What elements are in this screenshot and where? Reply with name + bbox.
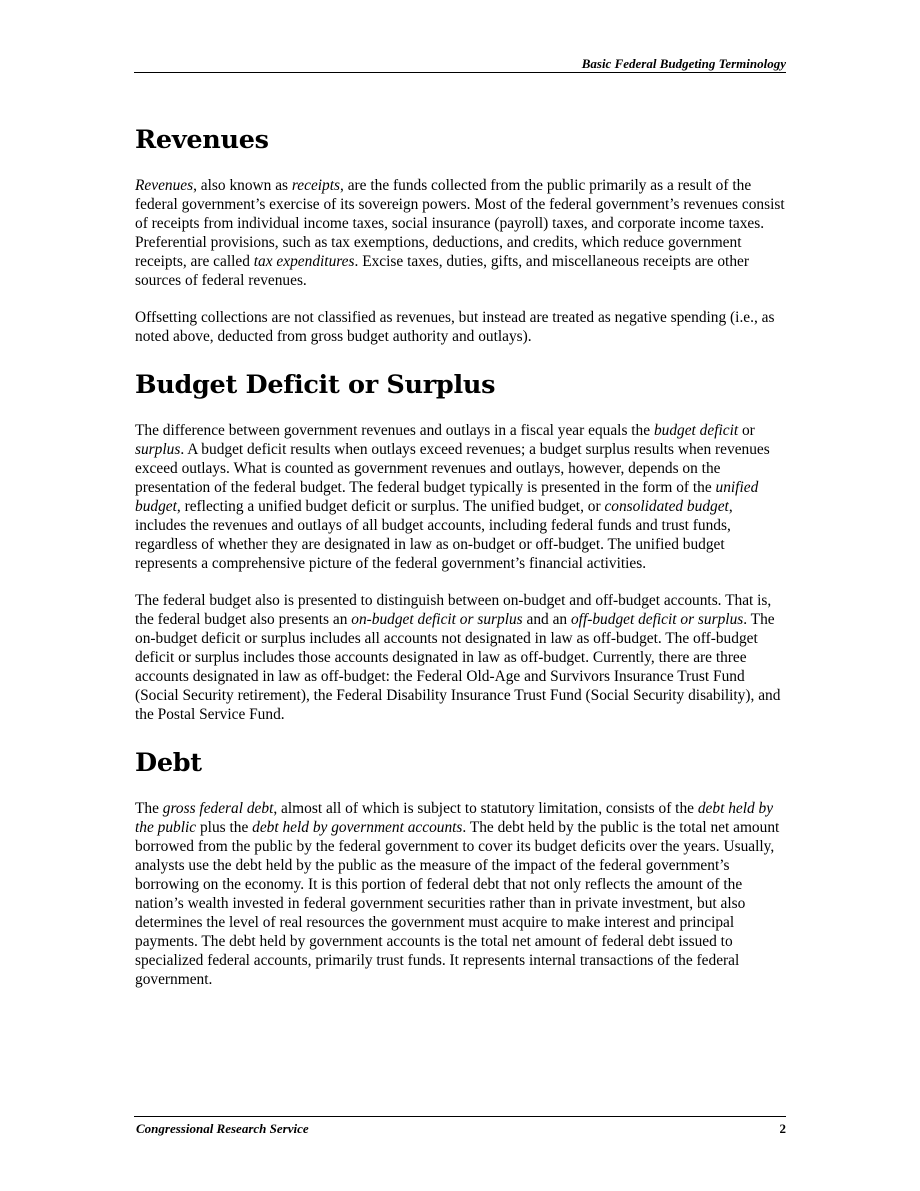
term-gross-federal-debt: gross federal debt: [162, 800, 274, 817]
term-revenues: Revenues: [135, 177, 194, 194]
term-debt-held-by-public: debt held by the public: [135, 800, 774, 836]
footer-rule: [134, 1116, 786, 1117]
term-consolidated-budget: consolidated budget: [604, 498, 729, 515]
term-tax-expenditures: tax expenditures: [253, 253, 355, 270]
term-surplus: surplus: [135, 441, 181, 458]
page-number: 2: [779, 1121, 786, 1136]
term-receipts: receipts: [291, 177, 341, 194]
page-body: [135, 118, 785, 989]
deficit-paragraph-1: The difference between government revenues and outlays in a fiscal year equals the budget deficit or surplus. A budget deficit results when outlays exceed revenues; a budget surplus results when revenues exceed outlays. What is counted as government revenues and outlays, however, depends on the presentation of the federal budget. The federal budget typically is presented in the form of the unified budget, reflecting a unified budget deficit or surplus. The unified budget, or consolidated budget, includes the revenues and outlays of all budget accounts, including federal funds and trust funds, regardless of whether they are designated in law as on-budget or off-budget. The unified budget represents a comprehensive picture of the federal government’s financial activities.: [135, 422, 770, 572]
revenues-paragraph-2: Offsetting collections are not classified as revenues, but instead are treated as negative spending (i.e., as noted above, deducted from gross budget authority and outlays).: [135, 309, 775, 345]
term-debt-held-by-government: debt held by government accounts: [252, 819, 463, 836]
deficit-paragraph-2: The federal budget also is presented to distinguish between on-budget and off-budget accounts. That is, the federal budget also presents an on-budget deficit or surplus and an off-budget deficit or surplus. The on-budget deficit or surplus includes all accounts not designated in law as off-budget. The off-budget deficit or surplus includes those accounts designated in law as off-budget. Currently, there are three accounts designated in law as off-budget: the Federal Old-Age and Survivors Insurance Trust Fund (Social Security retirement), the Federal Disability Insurance Trust Fund (Social Security disability), and the Postal Service Fund.: [135, 592, 781, 723]
footer-source: Congressional Research Service: [136, 1121, 309, 1136]
term-budget-deficit: budget deficit: [653, 422, 739, 439]
debt-paragraph-1: The gross federal debt, almost all of which is subject to statutory limitation, consists of the debt held by the public plus the debt held by government accounts. The debt held by the public is the total net amount borrowed from the public by the federal government to cover its budget deficits over the years. Usually, analysts use the debt held by the public as the measure of the impact of the federal government’s borrowing on the economy. It is this portion of federal debt that not only reflects the amount of the nation’s wealth invested in federal government securities rather than in private investment, but also determines the level of real resources the government must acquire to make interest and principal payments. The debt held by government accounts is the total net amount of federal debt issued to specialized federal accounts, primarily trust funds. It represents internal transactions of the federal government.: [135, 800, 780, 988]
header-rule: [134, 72, 786, 73]
term-unified-budget: unified budget: [135, 479, 759, 515]
heading-debt: Debt: [135, 748, 202, 778]
running-header: Basic Federal Budgeting Terminology: [581, 56, 786, 71]
heading-budget-deficit: Budget Deficit or Surplus: [135, 370, 496, 400]
term-on-budget: on-budget deficit or surplus: [351, 611, 523, 628]
term-off-budget: off-budget deficit or surplus: [570, 611, 744, 628]
revenues-paragraph-1: Revenues, also known as receipts, are the funds collected from the public primarily as a result of the federal government’s exercise of its sovereign powers. Most of the federal government’s revenues consist of receipts from individual income taxes, social insurance (payroll) taxes, and corporate income taxes. Preferential provisions, such as tax exemptions, deductions, and credits, which reduce government receipts, are called tax expenditures. Excise taxes, duties, gifts, and miscellaneous receipts are other sources of federal revenues.: [135, 177, 785, 289]
heading-revenues: Revenues: [135, 125, 269, 155]
